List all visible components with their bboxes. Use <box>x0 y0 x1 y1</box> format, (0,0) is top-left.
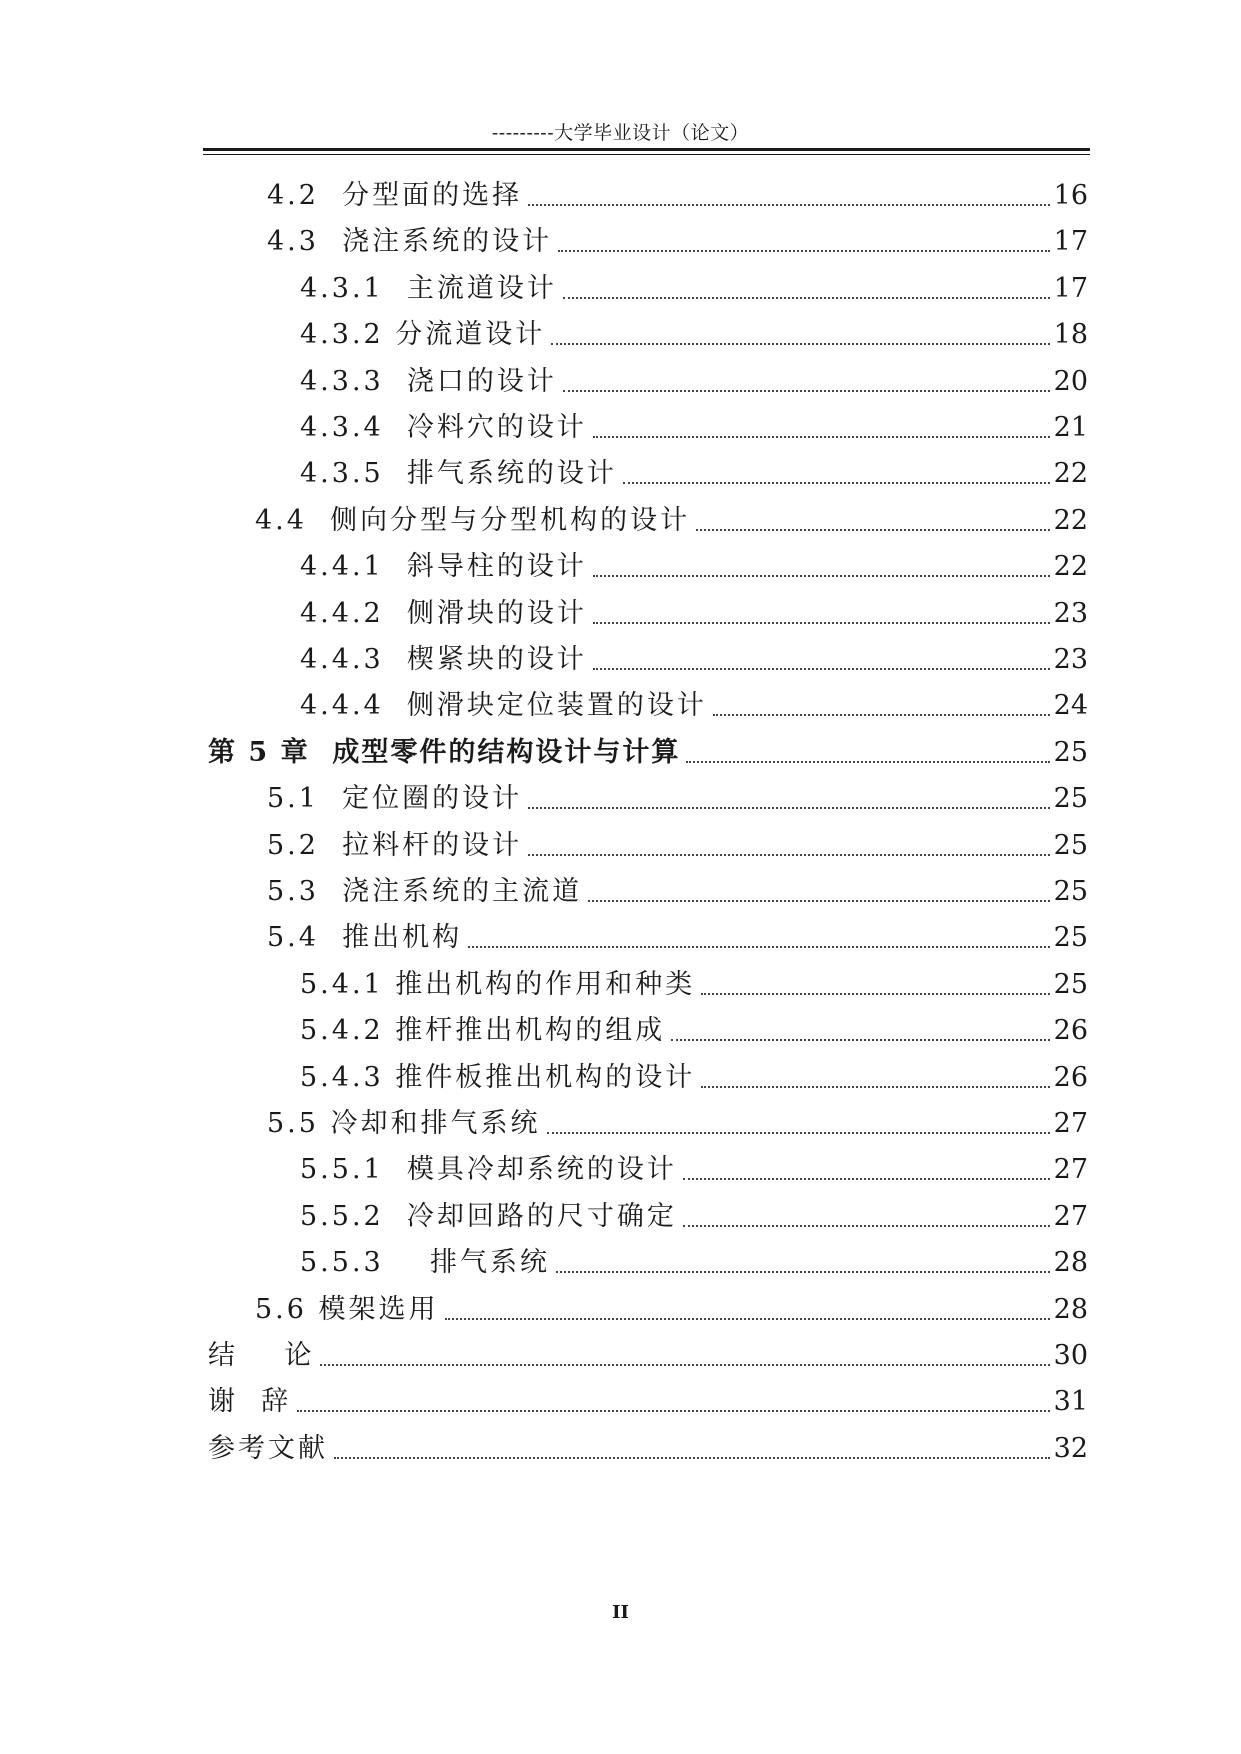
toc-entry[interactable] <box>300 269 1088 309</box>
toc-entry[interactable] <box>300 408 1088 448</box>
toc-entry[interactable] <box>300 965 1088 1005</box>
toc-entry-title: 4.3.1 主流道设计 <box>300 272 557 304</box>
toc-entry-page: 26 <box>1053 1015 1088 1047</box>
toc-entry[interactable] <box>300 1243 1088 1283</box>
toc-entry-title: 4.4.2 侧滑块的设计 <box>300 597 587 629</box>
toc-leader-dots <box>683 1225 1050 1227</box>
toc-entry-title: 参考文献 <box>208 1432 328 1464</box>
toc-entry-page: 17 <box>1053 226 1088 258</box>
toc-leader-dots <box>547 1132 1050 1134</box>
toc-entry-title: 结 论 <box>208 1340 315 1371</box>
toc-leader-dots <box>528 807 1050 809</box>
toc-entry-page: 22 <box>1053 458 1088 490</box>
toc-entry-page: 28 <box>1053 1293 1088 1325</box>
toc-entry-page: 18 <box>1053 319 1088 351</box>
toc-leader-dots <box>713 714 1050 716</box>
toc-leader-dots <box>593 622 1050 624</box>
toc-entry[interactable] <box>300 362 1088 402</box>
toc-entry[interactable] <box>208 1382 1088 1422</box>
toc-entry-title: 5.4.1 推出机构的作用和种类 <box>300 968 696 1000</box>
toc-leader-dots <box>686 761 1049 763</box>
toc-entry-title: 4.2 分型面的选择 <box>267 180 523 211</box>
toc-entry[interactable] <box>300 1150 1088 1190</box>
toc-entry-page: 23 <box>1053 644 1088 675</box>
header-rule-thin <box>203 154 1090 155</box>
toc-entry-title: 5.4.3 推件板推出机构的设计 <box>300 1061 696 1093</box>
toc-entry-title: 4.4.1 斜导柱的设计 <box>300 551 587 583</box>
toc-entry-page: 30 <box>1053 1340 1088 1371</box>
toc-entry-page: 25 <box>1053 876 1088 907</box>
toc-leader-dots <box>297 1410 1049 1412</box>
toc-entry-title: 5.6 模架选用 <box>255 1293 439 1325</box>
toc-leader-dots <box>528 854 1050 856</box>
toc-entry[interactable] <box>267 779 1088 819</box>
toc-entry-title: 4.3.2 分流道设计 <box>300 319 546 351</box>
toc-entry-page: 25 <box>1053 829 1088 861</box>
toc-leader-dots <box>320 1364 1049 1366</box>
toc-entry-title: 5.5.1 模具冷却系统的设计 <box>300 1154 677 1186</box>
toc-entry-title: 4.3.4 冷料穴的设计 <box>300 412 587 443</box>
toc-leader-dots <box>683 1178 1050 1180</box>
toc-entry-page: 25 <box>1053 736 1088 768</box>
toc-entry-page: 22 <box>1053 551 1088 583</box>
running-header: ---------大学毕业设计（论文） <box>491 122 750 144</box>
toc-entry[interactable] <box>255 501 1088 541</box>
toc-entry-title: 4.4 侧向分型与分型机构的设计 <box>255 504 691 536</box>
toc-entry[interactable] <box>300 1058 1088 1098</box>
toc-entry[interactable] <box>208 1336 1088 1376</box>
toc-entry-title: 5.4.2 推杆推出机构的组成 <box>300 1015 666 1047</box>
toc-leader-dots <box>593 575 1050 577</box>
toc-entry-page: 31 <box>1053 1386 1088 1418</box>
toc-leader-dots <box>556 1271 1050 1273</box>
toc-leader-dots <box>468 946 1050 948</box>
toc-leader-dots <box>334 1457 1050 1459</box>
toc-leader-dots <box>558 250 1050 252</box>
toc-entry-page: 27 <box>1053 1154 1088 1186</box>
toc-entry-title: 4.3 浇注系统的设计 <box>267 226 553 258</box>
toc-entry-title: 第 5 章 成型零件的结构设计与计算 <box>208 736 681 768</box>
toc-entry-page: 22 <box>1053 504 1088 536</box>
toc-leader-dots <box>563 390 1050 392</box>
toc-entry[interactable] <box>255 1290 1088 1330</box>
toc-entry[interactable] <box>267 872 1088 912</box>
toc-entry-page: 21 <box>1053 412 1088 443</box>
toc-entry-page: 25 <box>1053 922 1088 954</box>
toc-leader-dots <box>701 1086 1049 1088</box>
toc-entry-title: 5.5 冷却和排气系统 <box>267 1108 541 1139</box>
toc-entry-page: 23 <box>1053 597 1088 629</box>
toc-leader-dots <box>593 668 1050 670</box>
toc-entry-title: 5.1 定位圈的设计 <box>267 783 523 815</box>
toc-entry-title: 4.3.3 浇口的设计 <box>300 365 557 397</box>
toc-entry[interactable] <box>300 1197 1088 1237</box>
toc-entry-title: 4.4.3 楔紧块的设计 <box>300 644 587 675</box>
toc-entry-title: 5.5.2 冷却回路的尺寸确定 <box>300 1200 677 1232</box>
toc-entry-page: 28 <box>1053 1247 1088 1279</box>
toc-entry-title: 4.3.5 排气系统的设计 <box>300 458 617 490</box>
toc-leader-dots <box>563 297 1050 299</box>
toc-entry-page: 25 <box>1053 968 1088 1000</box>
toc-leader-dots <box>696 529 1050 531</box>
toc-leader-dots <box>445 1318 1050 1320</box>
toc-leader-dots <box>588 900 1050 902</box>
toc-entry[interactable] <box>267 1104 1088 1144</box>
toc-leader-dots <box>701 993 1049 995</box>
toc-leader-dots <box>623 482 1050 484</box>
toc-entry[interactable] <box>300 454 1088 494</box>
toc-entry-title: 谢 辞 <box>208 1386 292 1418</box>
toc-entry[interactable] <box>267 222 1088 262</box>
toc-entry-page: 25 <box>1053 783 1088 815</box>
toc-entry-title: 4.4.4 侧滑块定位装置的设计 <box>300 690 707 722</box>
toc-entry[interactable] <box>208 1429 1088 1469</box>
toc-leader-dots <box>593 436 1050 438</box>
header-rule-thick <box>203 148 1090 151</box>
toc-entry[interactable] <box>208 733 1088 773</box>
toc-entry-page: 27 <box>1053 1200 1088 1232</box>
toc-entry[interactable] <box>300 594 1088 634</box>
toc-leader-dots <box>528 204 1050 206</box>
page-number: II <box>612 1602 629 1623</box>
toc-entry[interactable] <box>300 686 1088 726</box>
toc-entry-title: 5.4 推出机构 <box>267 922 463 954</box>
toc-entry[interactable] <box>300 640 1088 680</box>
toc-entry[interactable] <box>300 315 1088 355</box>
toc-entry-page: 20 <box>1053 365 1088 397</box>
toc-entry[interactable] <box>300 1011 1088 1051</box>
toc-entry-page: 27 <box>1053 1108 1088 1139</box>
toc-entry-title: 5.3 浇注系统的主流道 <box>267 876 583 907</box>
toc-entry-page: 24 <box>1053 690 1088 722</box>
toc-leader-dots <box>551 343 1049 345</box>
toc-entry[interactable] <box>267 176 1088 216</box>
toc-entry-page: 16 <box>1053 180 1088 211</box>
toc-entry-page: 26 <box>1053 1061 1088 1093</box>
toc-leader-dots <box>671 1039 1049 1041</box>
toc-entry[interactable] <box>267 826 1088 866</box>
toc-entry-title: 5.5.3 排气系统 <box>300 1247 551 1279</box>
toc-entry-page: 32 <box>1053 1432 1088 1464</box>
toc-entry-page: 17 <box>1053 272 1088 304</box>
toc-entry[interactable] <box>300 547 1088 587</box>
toc-entry[interactable] <box>267 918 1088 958</box>
toc-entry-title: 5.2 拉料杆的设计 <box>267 829 523 861</box>
